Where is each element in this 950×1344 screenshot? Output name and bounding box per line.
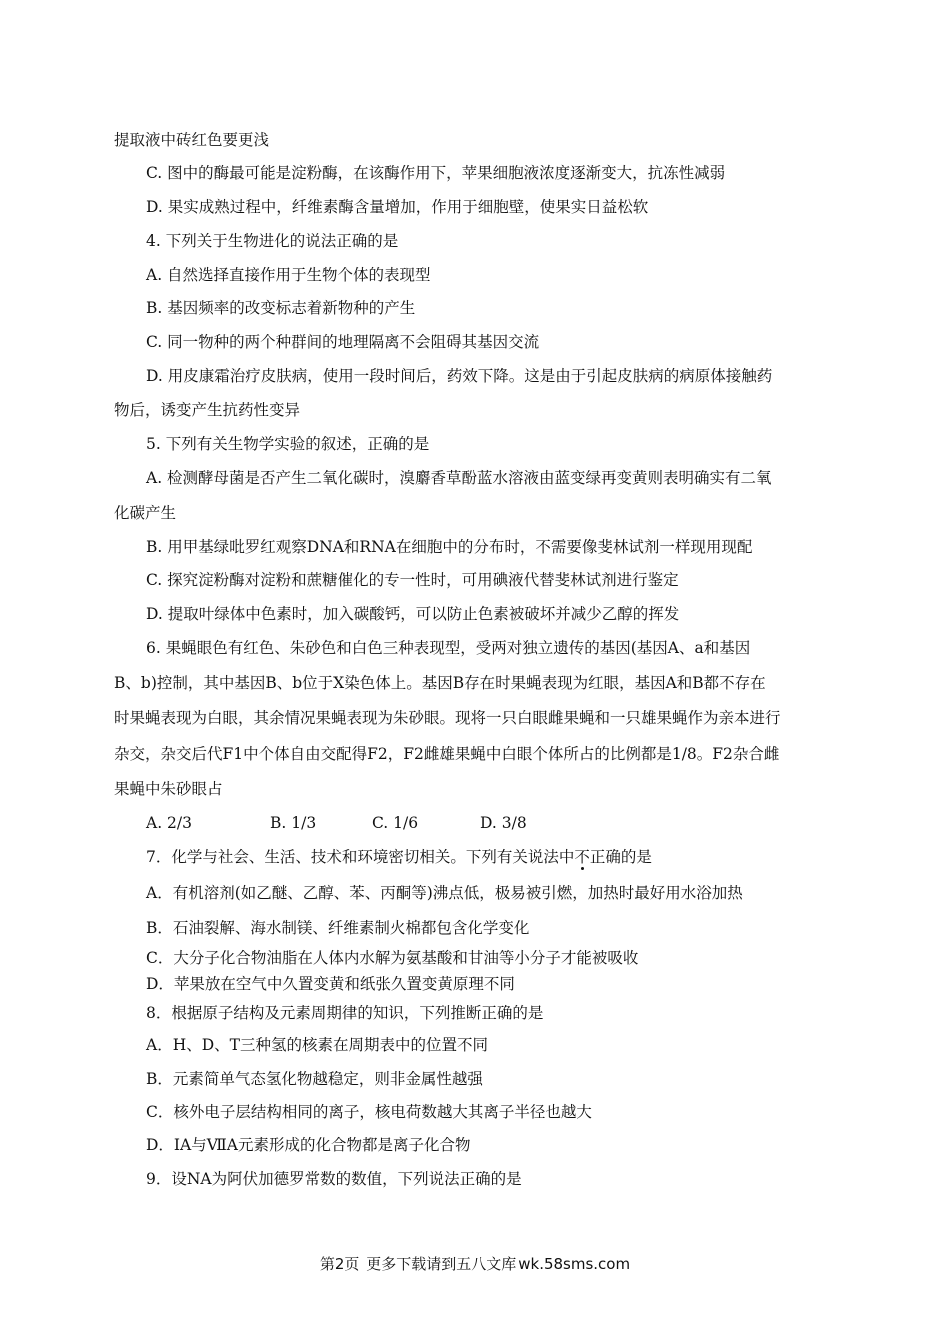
q5-option-a-cont: 化碳产生 (114, 504, 177, 522)
question-9: 9．设NA为阿伏加德罗常数的数值，下列说法正确的是 (146, 1170, 522, 1188)
q7-option-c: C．大分子化合物油脂在人体内水解为氨基酸和甘油等小分子才能被吸收 (146, 949, 639, 967)
q6-option-a: A. 2/3 (146, 814, 192, 832)
q7-option-a: A．有机溶剂(如乙醚、乙醇、苯、丙酮等)沸点低，极易被引燃，加热时最好用水浴加热 (146, 884, 743, 902)
q6-option-c: C. 1/6 (372, 814, 419, 832)
q4-option-d-cont: 物后，诱变产生抗药性变异 (114, 401, 301, 419)
question-6: 6. 果蝇眼色有红色、朱砂色和白色三种表现型，受两对独立遗传的基因(基因A、a和基因 (146, 639, 751, 657)
q5-option-d: D. 提取叶绿体中色素时，加入碳酸钙，可以防止色素被破坏并减少乙醇的挥发 (146, 605, 680, 623)
q4-option-c: C. 同一物种的两个种群间的地理隔离不会阻碍其基因交流 (146, 333, 540, 351)
q5-option-c: C. 探究淀粉酶对淀粉和蔗糖催化的专一性时，可用碘液代替斐林试剂进行鉴定 (146, 571, 679, 589)
question-4: 4. 下列关于生物进化的说法正确的是 (146, 232, 399, 250)
q8-option-d: D．ⅠA与ⅦA元素形成的化合物都是离子化合物 (146, 1136, 471, 1154)
q8-option-b: B．元素简单气态氢化物越稳定，则非金属性越强 (146, 1070, 483, 1088)
text-line: 提取液中砖红色要更浅 (114, 131, 270, 149)
question-7 (146, 847, 652, 867)
q7-option-d: D．苹果放在空气中久置变黄和纸张久置变黄原理不同 (146, 975, 515, 993)
q6-option-b: B. 1/3 (270, 814, 317, 832)
emphasis-not: 不 (574, 848, 590, 866)
download-hint: 更多下载请到五八文库 (366, 1255, 517, 1273)
page-number: 第2页 (319, 1255, 360, 1273)
q6-option-d: D. 3/8 (480, 814, 527, 832)
q4-option-d: D. 用皮康霜治疗皮肤病，使用一段时间后，药效下降。这是由于引起皮肤病的病原体接触药 (146, 367, 773, 385)
q8-option-c: C．核外电子层结构相同的离子，核电荷数越大其离子半径也越大 (146, 1103, 592, 1121)
option-c-line: C. 图中的酶最可能是淀粉酶，在该酶作用下，苹果细胞液浓度逐渐变大，抗冻性减弱 (146, 164, 726, 182)
site-link[interactable]: wk.58sms.com (518, 1255, 631, 1273)
question-7-text-end: 正确的是 (589, 848, 652, 866)
q5-option-a: A. 检测酵母菌是否产生二氧化碳时，溴麝香草酚蓝水溶液由蓝变绿再变黄则表明确实有二氧 (146, 469, 772, 487)
q5-option-b: B. 用甲基绿吡罗红观察DNA和RNA在细胞中的分布时，不需要像斐林试剂一样现用现配 (146, 538, 753, 556)
question-6-line2: B、b)控制，其中基因B、b位于X染色体上。基因B存在时果蝇表现为红眼，基因A和B都不存在 (114, 674, 766, 692)
question-5: 5. 下列有关生物学实验的叙述，正确的是 (146, 435, 430, 453)
question-6-line4: 杂交，杂交后代F1中个体自由交配得F2，F2雌雄果蝇中白眼个体所占的比例都是1/8。F2杂合雌 (114, 745, 780, 763)
q4-option-b: B. 基因频率的改变标志着新物种的产生 (146, 299, 416, 317)
q7-option-b: B．石油裂解、海水制镁、纤维素制火棉都包含化学变化 (146, 919, 530, 937)
page-footer (0, 1253, 950, 1274)
q4-option-a: A. 自然选择直接作用于生物个体的表现型 (146, 266, 431, 284)
question-7-text: 7．化学与社会、生活、技术和环境密切相关。下列有关说法中 (146, 848, 575, 866)
question-8: 8．根据原子结构及元素周期律的知识，下列推断正确的是 (146, 1004, 544, 1022)
question-6-line5: 果蝇中朱砂眼占 (114, 780, 223, 798)
q8-option-a: A．H、D、T三种氢的核素在周期表中的位置不同 (146, 1036, 488, 1054)
question-6-line3: 时果蝇表现为白眼，其余情况果蝇表现为朱砂眼。现将一只白眼雌果蝇和一只雄果蝇作为亲本进行 (114, 709, 781, 727)
option-d-line: D. 果实成熟过程中，纤维素酶含量增加，作用于细胞壁，使果实日益松软 (146, 198, 649, 216)
